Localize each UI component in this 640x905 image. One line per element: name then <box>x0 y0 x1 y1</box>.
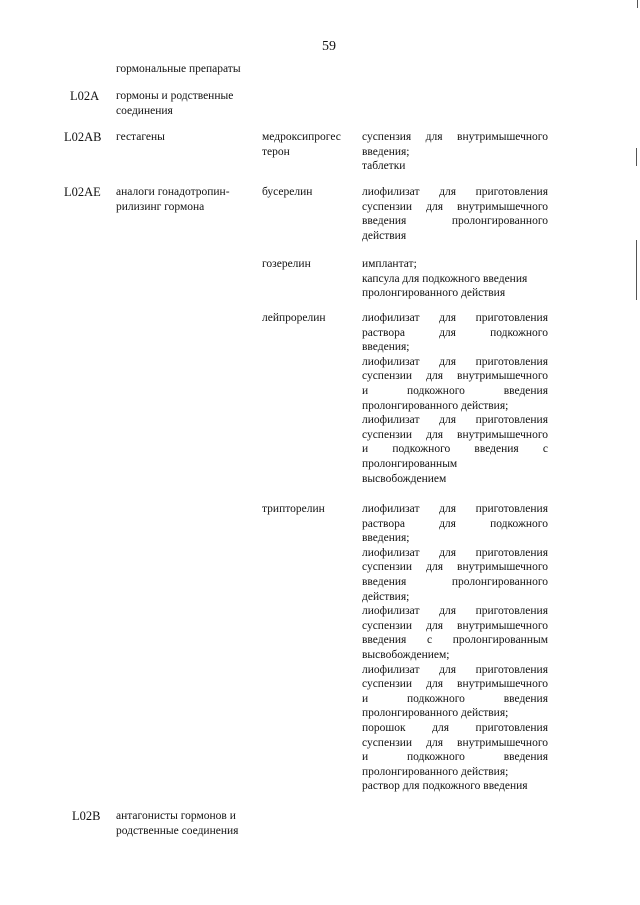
group-name: аналоги гонадотропин- рилизинг гормона <box>116 186 230 213</box>
dosage-form-line: суспензии для внутримышечного <box>362 370 548 383</box>
dosage-form-line: лиофилизат для приготовления <box>362 503 548 515</box>
dosage-form-line: раствор для подкожного введения <box>362 780 528 793</box>
dosage-form-line: лиофилизат для приготовления <box>362 312 548 324</box>
dosage-form-line: суспензии для внутримышечного <box>362 428 548 441</box>
dosage-form-line: пролонгированного действия <box>362 287 506 300</box>
drug-name: медроксипрогес терон <box>262 131 341 158</box>
dosage-form-line: лиофилизат для приготовления <box>362 663 548 676</box>
dosage-form-line: лиофилизат для приготовления <box>362 546 548 559</box>
group-name: гормональные препараты <box>116 63 241 75</box>
dosage-form-line: лиофилизат для приготовления <box>362 186 548 198</box>
dosage-form-line: порошок для приготовления <box>362 721 548 734</box>
dosage-form-line: действия <box>362 229 407 242</box>
group-name: гестагены <box>116 131 165 143</box>
group-name: антагонисты гормонов и родственные соединения <box>116 810 239 837</box>
scan-edge-mark <box>636 148 637 166</box>
dosage-form-line: и подкожного введения с <box>362 443 548 456</box>
dosage-form-line: высвобождением; <box>362 648 450 661</box>
dosage-form-line: суспензия для внутримышечного <box>362 131 548 143</box>
dosage-form-line: лиофилизат для приготовления <box>362 355 548 368</box>
drug-name: лейпрорелин <box>262 312 326 324</box>
dosage-form-line: действия; <box>362 590 410 603</box>
scan-edge-mark <box>637 0 638 8</box>
dosage-form-line: суспензии для внутримышечного <box>362 736 548 749</box>
dosage-form-line: раствора для подкожного <box>362 326 548 339</box>
dosage-form-line: имплантат; <box>362 258 417 270</box>
drug-name: бусерелин <box>262 186 313 198</box>
atc-code: L02AE <box>64 185 101 199</box>
dosage-forms <box>362 311 548 486</box>
dosage-forms <box>362 185 548 243</box>
dosage-form-line: и подкожного введения <box>362 692 548 705</box>
atc-code: L02B <box>72 809 101 823</box>
dosage-forms <box>362 257 548 301</box>
atc-code: L02A <box>70 89 100 103</box>
dosage-form-line: введения; <box>362 532 410 545</box>
dosage-form-line: пролонгированного действия; <box>362 765 509 778</box>
dosage-form-line: и подкожного введения <box>362 384 548 397</box>
dosage-form-line: введения; <box>362 145 410 158</box>
atc-code: L02AB <box>64 130 102 144</box>
dosage-form-line: пролонгированным <box>362 457 458 470</box>
dosage-form-line: суспензии для внутримышечного <box>362 619 548 632</box>
dosage-form-line: и подкожного введения <box>362 751 548 764</box>
dosage-form-line: лиофилизат для приготовления <box>362 414 548 427</box>
dosage-forms <box>362 130 548 174</box>
dosage-form-line: высвобождением <box>362 472 447 485</box>
dosage-form-line: таблетки <box>362 160 406 173</box>
dosage-form-line: лиофилизат для приготовления <box>362 605 548 618</box>
dosage-form-line: введения пролонгированного <box>362 575 548 588</box>
dosage-form-line: суспензии для внутримышечного <box>362 678 548 691</box>
dosage-form-line: введения; <box>362 341 410 354</box>
dosage-form-line: введения с пролонгированным <box>362 634 548 647</box>
dosage-form-line: капсула для подкожного введения <box>362 272 528 285</box>
group-name: гормоны и родственные соединения <box>116 90 234 117</box>
drug-name: гозерелин <box>262 258 311 270</box>
dosage-form-line: суспензии для внутримышечного <box>362 200 548 213</box>
dosage-form-line: суспензии для внутримышечного <box>362 561 548 574</box>
drug-name: трипторелин <box>262 503 325 515</box>
scan-edge-mark <box>636 240 637 300</box>
page-number: 59 <box>322 39 336 54</box>
dosage-form-line: раствора для подкожного <box>362 517 548 530</box>
dosage-form-line: введения пролонгированного <box>362 215 548 228</box>
dosage-forms <box>362 502 548 794</box>
dosage-form-line: пролонгированного действия; <box>362 707 509 720</box>
dosage-form-line: пролонгированного действия; <box>362 399 509 412</box>
